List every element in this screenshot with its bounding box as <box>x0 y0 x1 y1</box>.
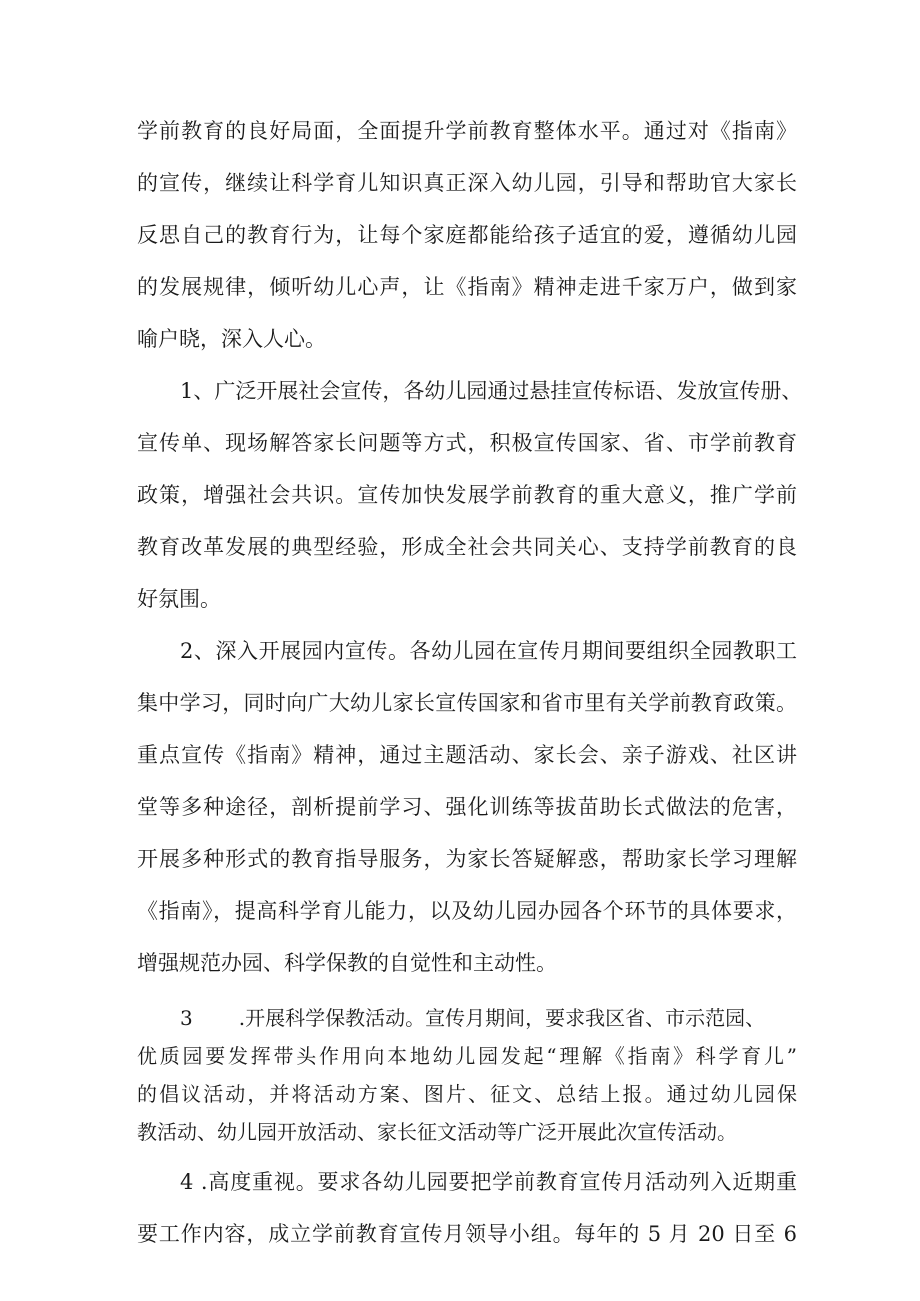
paragraph-4-line-2: 优质园要发挥带头作用向本地幼儿园发起“理解《指南》科学育儿” <box>137 1044 797 1068</box>
paragraph-4-line-1 <box>180 1004 797 1032</box>
paragraph-4-number: 3 <box>180 1006 193 1030</box>
paragraph-3-line-6: 《指南》，提高科学育儿能力，以及幼儿园办园各个环节的具体要求， <box>137 899 797 923</box>
paragraph-5-line-2: 要工作内容，成立学前教育宣传月领导小组。每年的 5 月 20 日至 6 <box>137 1222 797 1246</box>
paragraph-2-line-1: 1、广泛开展社会宣传，各幼儿园通过悬挂宣传标语、发放宣传册、 <box>180 379 803 403</box>
paragraph-4-line-3: 的倡议活动，并将活动方案、图片、征文、总结上报。通过幼儿园保 <box>137 1082 797 1106</box>
paragraph-1-line-5: 喻户晓，深入人心。 <box>137 327 326 351</box>
paragraph-4-line-4: 教活动、幼儿园开放活动、家长征文活动等广泛开展此次宣传活动。 <box>137 1120 737 1144</box>
paragraph-3-line-5: 开展多种形式的教育指导服务，为家长答疑解惑，帮助家长学习理解 <box>137 847 797 871</box>
paragraph-3-line-7: 增强规范办园、科学保教的自觉性和主动性。 <box>137 951 557 975</box>
paragraph-1-line-4: 的发展规律，倾听幼儿心声，让《指南》精神走进千家万户，做到家 <box>137 275 797 299</box>
paragraph-3-line-4: 堂等多种途径，剖析提前学习、强化训练等拔苗助长式做法的危害， <box>137 795 797 819</box>
paragraph-4-line-1-text: .开展科学保教活动。宣传月期间，要求我区省、市示范园、 <box>238 1006 766 1030</box>
paragraph-5-line-1: 4 .高度重视。要求各幼儿园要把学前教育宣传月活动列入近期重 <box>180 1170 797 1194</box>
paragraph-3-line-3: 重点宣传《指南》精神，通过主题活动、家长会、亲子游戏、社区讲 <box>137 743 797 767</box>
paragraph-1-line-3: 反思自己的教育行为，让每个家庭都能给孩子适宜的爱，遵循幼儿园 <box>137 223 797 247</box>
paragraph-1-line-1: 学前教育的良好局面，全面提升学前教育整体水平。通过对《指南》 <box>137 119 797 143</box>
paragraph-2-line-4: 教育改革发展的典型经验，形成全社会共同关心、支持学前教育的良 <box>137 535 797 559</box>
paragraph-2-line-3: 政策，增强社会共识。宣传加快发展学前教育的重大意义，推广学前 <box>137 483 797 507</box>
paragraph-1-line-2: 的宣传，继续让科学育儿知识真正深入幼儿园，引导和帮助官大家长 <box>137 171 797 195</box>
paragraph-3-line-2: 集中学习，同时向广大幼儿家长宣传国家和省市里有关学前教育政策。 <box>137 691 797 715</box>
paragraph-2-line-2: 宣传单、现场解答家长问题等方式，积极宣传国家、省、市学前教育 <box>137 431 797 455</box>
paragraph-2-line-5: 好氛围。 <box>137 587 221 611</box>
paragraph-3-line-1: 2、深入开展园内宣传。各幼儿园在宣传月期间要组织全园教职工 <box>180 639 797 663</box>
